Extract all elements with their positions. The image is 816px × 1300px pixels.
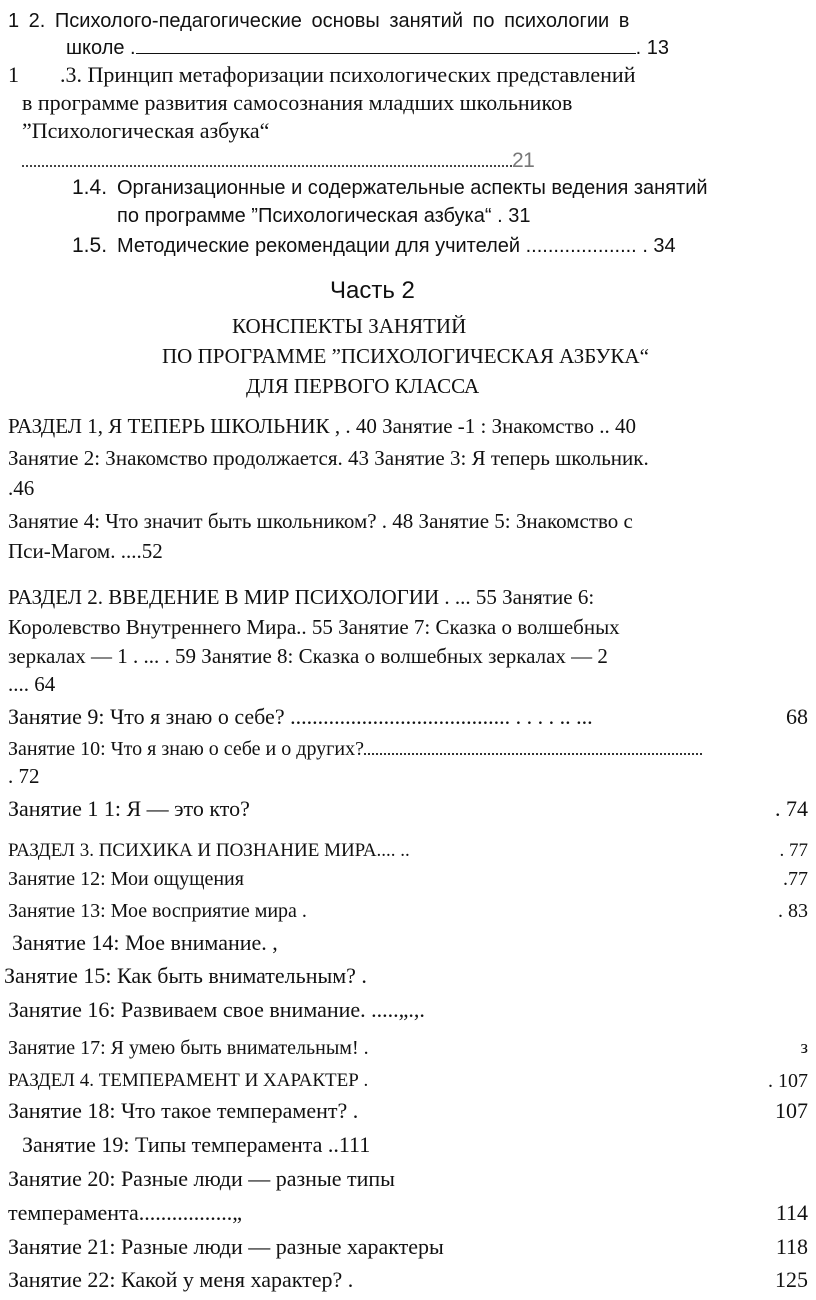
part-subtitle-3: ДЛЯ ПЕРВОГО КЛАССА [246,374,480,398]
entry-page: . 83 [778,900,808,922]
toc-entry: Занятие 20: Разные люди — разные типы [8,1166,395,1191]
toc-entry-1-3-num [8,62,19,88]
entry-number: 1.5. [72,234,108,257]
toc-entry-cont: темперамента.................„ [8,1200,242,1225]
entry-title: Организационные и содержательные аспекты ведения занятий [117,177,708,199]
entry-page: 68 [786,704,808,729]
section-2-line: зеркалах — 1 . ... . 59 Занятие 8: Сказка о волшебных зеркалах — 2 [8,644,608,668]
toc-entry: Занятие 13: Мое восприятие мира . [8,900,307,922]
entry-page: 118 [775,1234,808,1259]
toc-entry: Занятие 21: Разные люди — разные характеры [8,1234,444,1259]
entry-number: 1.4. [72,176,108,199]
part-subtitle-1: КОНСПЕКТЫ ЗАНЯТИЙ [232,314,467,338]
toc-entry: Занятие 18: Что такое темперамент? . [8,1098,359,1123]
entry-title: Занятие 10: Что я знаю о себе и о других? [8,738,364,760]
section-heading: РАЗДЕЛ 3. ПСИХИКА И ПОЗНАНИЕ МИРА.... .. [8,840,410,861]
entry-title-cont: школе . [66,37,136,59]
entry-title: Психолого-педагогические основы занятий по психологии в [54,10,630,32]
entry-page: . 77 [779,840,808,861]
toc-entry [8,736,702,762]
entry-page: . 13 [635,37,669,59]
toc-entry: Занятие 22: Какой у меня характер? . [8,1267,354,1292]
section-heading: РАЗДЕЛ 4. ТЕМПЕРАМЕНТ И ХАРАКТЕР . [8,1070,369,1091]
toc-entry-1-3-cont [22,90,572,116]
entry-page: 125 [775,1267,808,1292]
toc-entry: Занятие 15: Как быть внимательным? . [4,963,367,988]
toc-entry-1-2-cont [66,35,669,61]
entry-title: .3. Принцип метафоризации психологических представлений [60,62,636,87]
section-1-line: Пси-Магом. ....52 [8,539,163,563]
entry-page: . 74 [775,796,808,821]
toc-entry: Занятие 9: Что я знаю о себе? ........................................ . . . . .. ... [8,704,593,729]
toc-entry-1-3 [60,62,635,88]
blurred-leader [22,165,512,167]
entry-page: 21 [512,149,535,172]
part-subtitle-2: ПО ПРОГРАММЕ ”ПСИХОЛОГИЧЕСКАЯ АЗБУКА“ [162,344,649,368]
entry-title: Методические рекомендации для учителей [117,235,521,257]
entry-page: . 72 [8,764,40,788]
leader-dots: .................... [525,235,637,257]
entry-page: . 107 [768,1070,808,1092]
toc-entry-1-2 [8,8,629,34]
entry-number: 1 2. [8,10,46,32]
section-1-line: Занятие 2: Знакомство продолжается. 43 Занятие 3: Я теперь школьник. [8,446,649,470]
entry-number: 1 [8,62,19,87]
toc-entry-1-4 [117,175,708,201]
toc-entry-1-5-num [72,233,107,259]
entry-title-cont: ”Психологическая азбука“ [22,118,270,143]
entry-page: .77 [783,868,808,890]
toc-entry-1-4-num [72,175,107,201]
toc-entry: Занятие 12: Мои ощущения [8,868,244,890]
section-2-line: РАЗДЕЛ 2. ВВЕДЕНИЕ В МИР ПСИХОЛОГИИ . ... 55 Занятие 6: [8,585,595,609]
toc-entry: Занятие 17: Я умею быть внимательным! . [8,1037,369,1059]
section-1-line: РАЗДЕЛ 1, Я ТЕПЕРЬ ШКОЛЬНИК , . 40 Занятие -1 : Знакомство .. 40 [8,414,636,438]
toc-entry-1-4-cont [117,203,530,229]
toc-entry: Занятие 1 1: Я — это кто? [8,796,250,821]
section-1-line: Занятие 4: Что значит быть школьником? . 48 Занятие 5: Знакомство с [8,509,633,533]
leader-dots [364,753,702,755]
toc-entry: Занятие 16: Развиваем свое внимание. .....„.,. [8,997,425,1022]
section-2-line: Королевство Внутреннего Мира.. 55 Занятие 7: Сказка о волшебных [8,615,620,639]
toc-entry-1-5 [117,233,676,259]
entry-page: 107 [775,1098,808,1123]
entry-page: . 34 [642,235,676,257]
entry-page: 114 [775,1200,808,1225]
toc-entry: Занятие 14: Мое внимание. , [12,930,278,955]
section-1-line: .46 [8,476,35,500]
toc-entry: Занятие 19: Типы темперамента ..111 [22,1132,371,1157]
toc-entry-1-3-cont2 [22,118,269,144]
part-title: Часть 2 [330,277,415,304]
leader-line [136,53,636,54]
entry-page: з [800,1037,808,1058]
entry-title-cont: по программе ”Психологическая азбука“ . 31 [117,205,531,227]
section-2-line: .... 64 [8,672,56,696]
toc-entry-1-3-page [22,148,534,174]
entry-title-cont: в программе развития самосознания младших школьников [22,90,573,115]
